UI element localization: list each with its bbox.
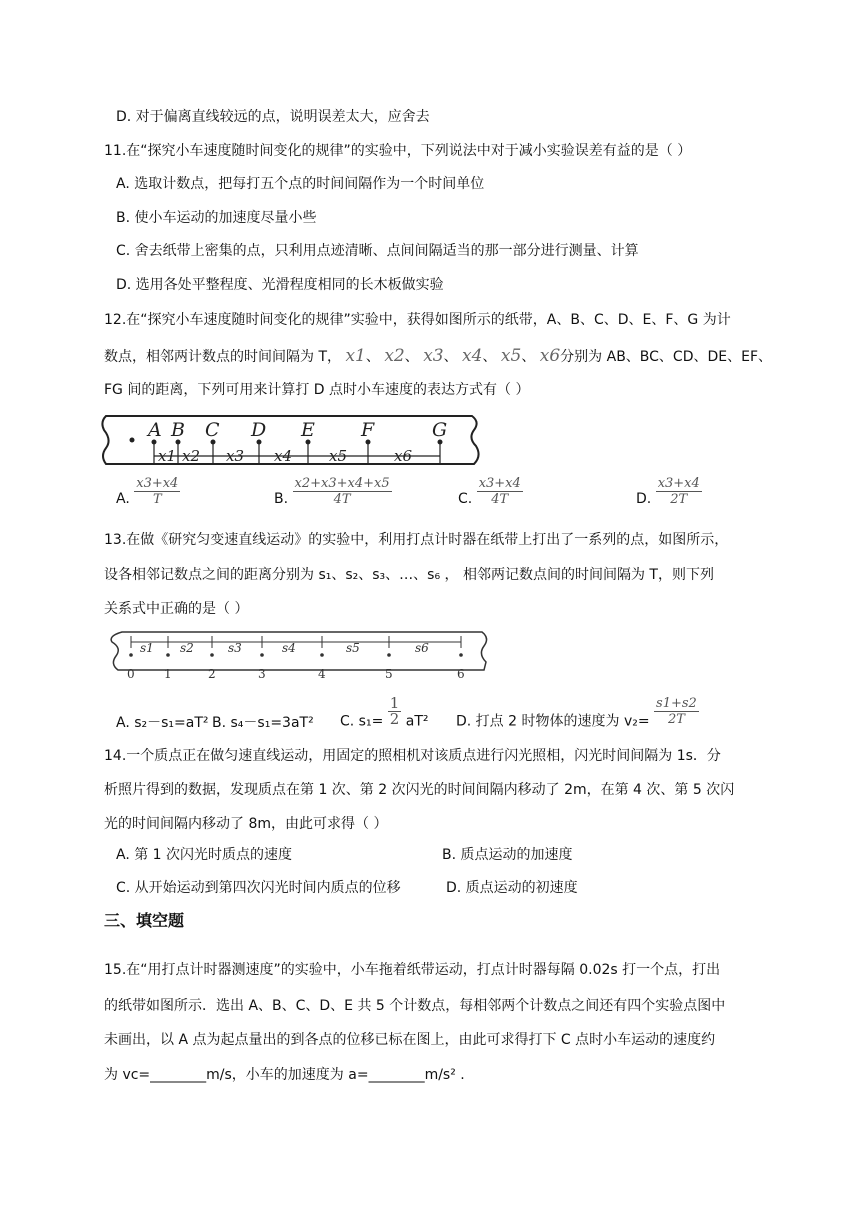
svg-text:3: 3 [258, 667, 266, 681]
q12-var-x1: x1 [345, 346, 366, 366]
svg-text:x6: x6 [394, 447, 413, 465]
svg-text:x3: x3 [226, 447, 245, 465]
svg-text:B: B [171, 419, 185, 441]
svg-text:s5: s5 [346, 641, 360, 655]
q11-option-d[interactable]: D. 选用各处平整程度、光滑程度相同的长木板做实验 [116, 277, 444, 293]
svg-text:x1: x1 [158, 447, 177, 465]
q12-stem-line2-post: 分别为 AB、BC、CD、DE、EF、 [560, 349, 773, 365]
q13-option-a[interactable]: A. s₂－s₁=aT² [116, 715, 209, 731]
q12-option-a-label: A. [116, 491, 130, 507]
q12-stem-line1: 12.在“探究小车速度随时间变化的规律”实验中，获得如图所示的纸带，A、B、C、D、E、F、G 为计 [104, 312, 731, 328]
q13-tape-outline [111, 632, 486, 670]
svg-text:D: D [251, 419, 267, 441]
q12-option-c-label: C. [458, 491, 473, 507]
q11-stem: 11.在“探究小车速度随时间变化的规律”的实验中，下列说法中对于减小实验误差有益的是（ ） [104, 143, 692, 159]
svg-text:4: 4 [318, 667, 326, 681]
q12-stem-line2: 数点，相邻两计数点的时间间隔为 T， x1、 x2、 x3、 x4、 x5、 x6分别为 AB、BC、CD、DE、EF、 [104, 346, 773, 366]
svg-text:s3: s3 [228, 641, 242, 655]
svg-text:E: E [301, 419, 315, 441]
svg-text:s2: s2 [180, 641, 194, 655]
q13-tape-segment-labels [140, 641, 429, 655]
q12-var-x5: x5 [500, 346, 522, 366]
q14-stem-line3: 光的时间间隔内移动了 8m，由此可求得（ ） [104, 816, 388, 832]
q13-stem-line3: 关系式中正确的是（ ） [104, 601, 249, 617]
q12-point-e [300, 419, 315, 445]
q15-stem-line3: 未画出，以 A 点为起点量出的到各点的位移已标在图上，由此可求得打下 C 点时小车运动的速度约 [104, 1032, 716, 1048]
q13-stem-line2: 设各相邻记数点之间的距离分别为 s₁、s₂、s₃、…、s₆ ， 相邻两记数点间的时间间隔为 T，则下列 [104, 567, 714, 583]
q12-var-x4: x4 [462, 346, 483, 366]
svg-text:x2: x2 [182, 447, 201, 465]
q13-option-c-post: aT² [405, 713, 429, 730]
q12-var-x3: x3 [423, 346, 444, 366]
svg-text:s1: s1 [140, 641, 154, 655]
q12-point-c [205, 419, 220, 445]
q15-stem-line4: 为 vc=________m/s，小车的加速度为 a=________m/s² . [104, 1067, 465, 1083]
q14-option-c[interactable]: C. 从开始运动到第四次闪光时间内质点的位移 [116, 880, 401, 896]
q13-option-d-pre: D. 打点 2 时物体的速度为 v₂= [456, 713, 650, 730]
q13-tape-figure [104, 630, 492, 682]
q12-tape-points [146, 419, 447, 445]
q13-option-d-fraction: $\frac{s1+s2}{2T}$ [656, 696, 697, 727]
q13-option-d[interactable] [456, 696, 699, 731]
q12-option-b-fraction: $\frac{x2+x3+x4+x5}{4T}$ [294, 476, 390, 507]
svg-text:5: 5 [385, 667, 393, 681]
q13-option-c-pre: C. s₁= [340, 713, 384, 730]
q12-point-g [432, 419, 447, 445]
q12-point-a [146, 419, 162, 445]
q11-option-c[interactable]: C. 舍去纸带上密集的点，只利用点迹清晰、点间间隔适当的那一部分进行测量、计算 [116, 243, 639, 259]
q12-tape-figure [100, 412, 482, 470]
q13-stem-line1: 13.在做《研究匀变速直线运动》的实验中，利用打点计时器在纸带上打出了一系列的点，如图所示， [104, 532, 729, 548]
q11-option-a[interactable]: A. 选取计数点，把每打五个点的时间间隔作为一个时间单位 [116, 176, 485, 192]
q12-option-b[interactable] [274, 476, 392, 507]
q12-option-c[interactable] [458, 476, 523, 507]
q14-stem-line1: 14.一个质点正在做匀速直线运动，用固定的照相机对该质点进行闪光照相，闪光时间间隔为 1s．分 [104, 748, 721, 764]
q12-option-d-fraction: $\frac{x3+x4}{2T}$ [657, 476, 700, 507]
q10-option-d: D. 对于偏离直线较远的点，说明误差太大，应舍去 [116, 109, 430, 125]
q14-option-a[interactable]: A. 第 1 次闪光时质点的速度 [116, 847, 293, 863]
section-heading-fill-in: 三、填空题 [104, 911, 185, 930]
q12-stem-line2-text: 数点，相邻两计数点的时间间隔为 T， [104, 349, 342, 365]
svg-text:2: 2 [208, 667, 216, 681]
q12-point-f [360, 419, 375, 445]
svg-text:1: 1 [164, 667, 172, 681]
q14-option-b[interactable]: B. 质点运动的加速度 [442, 847, 573, 863]
q13-option-c-fraction: $\frac{1}{2}$ [389, 694, 400, 728]
q12-tape-dot [130, 438, 135, 443]
svg-text:x5: x5 [329, 447, 348, 465]
svg-text:F: F [361, 419, 375, 441]
q12-point-b [170, 419, 185, 445]
q14-option-d[interactable]: D. 质点运动的初速度 [446, 880, 578, 896]
svg-text:s4: s4 [282, 641, 296, 655]
svg-text:G: G [432, 419, 448, 441]
q12-option-a-fraction: $\frac{x3+x4}{T}$ [136, 476, 179, 507]
svg-text:s6: s6 [415, 641, 429, 655]
q12-option-a[interactable] [116, 476, 180, 507]
q12-option-b-label: B. [274, 491, 289, 507]
q15-stem-line2: 的纸带如图所示．选出 A、B、C、D、E 共 5 个计数点，每相邻两个计数点之间还有四个实验点图中 [104, 998, 726, 1014]
q13-tape-numbers [127, 667, 465, 681]
q13-option-c[interactable] [340, 696, 429, 730]
svg-text:x4: x4 [274, 447, 293, 465]
q12-var-x2: x2 [384, 346, 405, 366]
q12-point-d [250, 419, 266, 445]
svg-text:C: C [205, 419, 220, 441]
q11-option-b[interactable]: B. 使小车运动的加速度尽量小些 [116, 210, 317, 226]
q14-stem-line2: 析照片得到的数据，发现质点在第 1 次、第 2 次闪光的时间间隔内移动了 2m，在第 4 次、第 5 次闪 [104, 782, 735, 798]
q12-option-d-label: D. [636, 491, 652, 507]
svg-text:0: 0 [127, 667, 135, 681]
q12-var-x6: x6 [539, 346, 561, 366]
q12-option-d[interactable] [636, 476, 702, 507]
q12-stem-line3: FG 间的距离，下列可用来计算打 D 点时小车速度的表达方式有（ ） [104, 382, 530, 398]
q12-option-c-fraction: $\frac{x3+x4}{4T}$ [478, 476, 521, 507]
svg-text:6: 6 [457, 667, 465, 681]
q15-stem-line1: 15.在“用打点计时器测速度”的实验中，小车拖着纸带运动，打点计时器每隔 0.02s 打一个点，打出 [104, 962, 721, 978]
q13-option-b[interactable]: B. s₄－s₁=3aT² [212, 715, 314, 731]
svg-text:A: A [148, 419, 162, 441]
